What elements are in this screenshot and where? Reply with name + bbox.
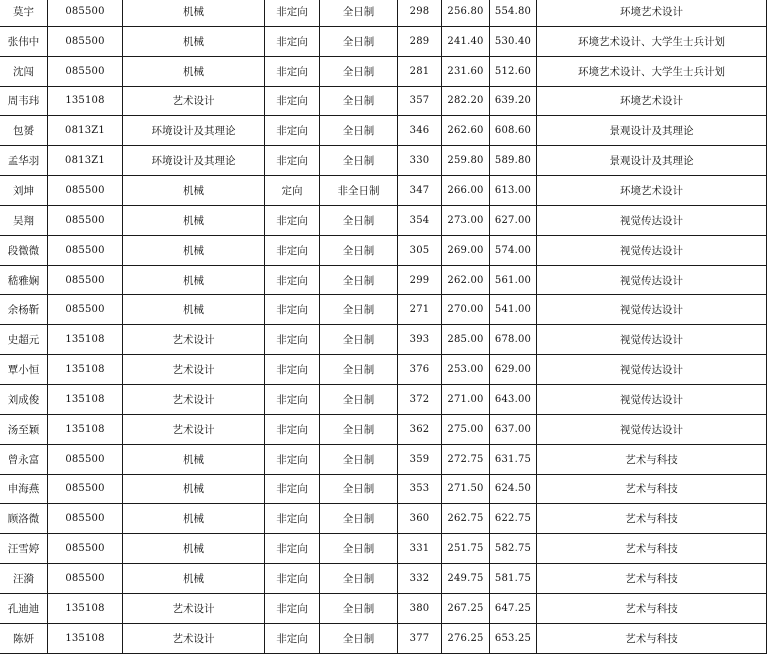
major-code-cell: 085500 <box>48 0 123 26</box>
retest-score-cell: 259.80 <box>442 146 490 176</box>
major-name-cell: 机械 <box>123 26 265 56</box>
initial-score-cell: 332 <box>398 564 442 594</box>
orientation-cell: 非定向 <box>265 444 320 474</box>
study-mode-cell: 全日制 <box>320 26 398 56</box>
study-mode-cell: 全日制 <box>320 414 398 444</box>
total-score-cell: 631.75 <box>490 444 537 474</box>
direction-cell: 环境艺术设计、大学生士兵计划 <box>537 56 767 86</box>
name-cell: 顾洛微 <box>0 504 48 534</box>
major-code-cell: 085500 <box>48 235 123 265</box>
orientation-cell: 非定向 <box>265 564 320 594</box>
initial-score-cell: 354 <box>398 205 442 235</box>
major-code-cell: 085500 <box>48 444 123 474</box>
table-row <box>0 564 767 594</box>
name-cell: 覃小恒 <box>0 355 48 385</box>
study-mode-cell: 全日制 <box>320 504 398 534</box>
total-score-cell: 624.50 <box>490 474 537 504</box>
total-score-cell: 608.60 <box>490 116 537 146</box>
table-row <box>0 534 767 564</box>
table-row <box>0 325 767 355</box>
initial-score-cell: 353 <box>398 474 442 504</box>
direction-cell: 视觉传达设计 <box>537 235 767 265</box>
orientation-cell: 非定向 <box>265 414 320 444</box>
retest-score-cell: 251.75 <box>442 534 490 564</box>
orientation-cell: 非定向 <box>265 534 320 564</box>
initial-score-cell: 330 <box>398 146 442 176</box>
orientation-cell: 定向 <box>265 176 320 206</box>
retest-score-cell: 271.50 <box>442 474 490 504</box>
major-name-cell: 艺术设计 <box>123 414 265 444</box>
major-name-cell: 机械 <box>123 235 265 265</box>
major-name-cell: 机械 <box>123 534 265 564</box>
retest-score-cell: 266.00 <box>442 176 490 206</box>
major-name-cell: 机械 <box>123 0 265 26</box>
study-mode-cell: 全日制 <box>320 0 398 26</box>
initial-score-cell: 359 <box>398 444 442 474</box>
total-score-cell: 561.00 <box>490 265 537 295</box>
major-code-cell: 135108 <box>48 623 123 653</box>
total-score-cell: 647.25 <box>490 593 537 623</box>
total-score-cell: 554.80 <box>490 0 537 26</box>
major-code-cell: 135108 <box>48 593 123 623</box>
name-cell: 曾永富 <box>0 444 48 474</box>
name-cell: 孟华羽 <box>0 146 48 176</box>
major-code-cell: 085500 <box>48 564 123 594</box>
name-cell: 孔迪迪 <box>0 593 48 623</box>
name-cell: 申海燕 <box>0 474 48 504</box>
direction-cell: 视觉传达设计 <box>537 205 767 235</box>
table-row <box>0 86 767 116</box>
major-name-cell: 机械 <box>123 295 265 325</box>
retest-score-cell: 276.25 <box>442 623 490 653</box>
study-mode-cell: 全日制 <box>320 265 398 295</box>
table-row <box>0 623 767 653</box>
name-cell: 张伟中 <box>0 26 48 56</box>
retest-score-cell: 273.00 <box>442 205 490 235</box>
initial-score-cell: 289 <box>398 26 442 56</box>
study-mode-cell: 全日制 <box>320 146 398 176</box>
name-cell: 段微微 <box>0 235 48 265</box>
table-row <box>0 0 767 26</box>
direction-cell: 视觉传达设计 <box>537 295 767 325</box>
direction-cell: 景观设计及其理论 <box>537 146 767 176</box>
direction-cell: 视觉传达设计 <box>537 355 767 385</box>
table-row <box>0 176 767 206</box>
major-name-cell: 机械 <box>123 504 265 534</box>
major-code-cell: 135108 <box>48 384 123 414</box>
initial-score-cell: 271 <box>398 295 442 325</box>
study-mode-cell: 全日制 <box>320 325 398 355</box>
major-name-cell: 机械 <box>123 444 265 474</box>
major-name-cell: 机械 <box>123 176 265 206</box>
orientation-cell: 非定向 <box>265 56 320 86</box>
name-cell: 陈妍 <box>0 623 48 653</box>
total-score-cell: 530.40 <box>490 26 537 56</box>
initial-score-cell: 377 <box>398 623 442 653</box>
study-mode-cell: 全日制 <box>320 295 398 325</box>
major-code-cell: 085500 <box>48 474 123 504</box>
table-row <box>0 414 767 444</box>
direction-cell: 景观设计及其理论 <box>537 116 767 146</box>
initial-score-cell: 362 <box>398 414 442 444</box>
retest-score-cell: 241.40 <box>442 26 490 56</box>
orientation-cell: 非定向 <box>265 384 320 414</box>
retest-score-cell: 282.20 <box>442 86 490 116</box>
major-name-cell: 环境设计及其理论 <box>123 116 265 146</box>
name-cell: 史超元 <box>0 325 48 355</box>
retest-score-cell: 275.00 <box>442 414 490 444</box>
table-row <box>0 265 767 295</box>
major-code-cell: 135108 <box>48 86 123 116</box>
name-cell: 吴翔 <box>0 205 48 235</box>
total-score-cell: 629.00 <box>490 355 537 385</box>
major-code-cell: 085500 <box>48 504 123 534</box>
orientation-cell: 非定向 <box>265 355 320 385</box>
retest-score-cell: 285.00 <box>442 325 490 355</box>
study-mode-cell: 全日制 <box>320 444 398 474</box>
major-name-cell: 环境设计及其理论 <box>123 146 265 176</box>
table-row <box>0 56 767 86</box>
table-row <box>0 384 767 414</box>
initial-score-cell: 347 <box>398 176 442 206</box>
total-score-cell: 627.00 <box>490 205 537 235</box>
retest-score-cell: 249.75 <box>442 564 490 594</box>
orientation-cell: 非定向 <box>265 504 320 534</box>
direction-cell: 环境艺术设计 <box>537 176 767 206</box>
orientation-cell: 非定向 <box>265 26 320 56</box>
initial-score-cell: 346 <box>398 116 442 146</box>
table-row <box>0 295 767 325</box>
initial-score-cell: 372 <box>398 384 442 414</box>
name-cell: 汪漪 <box>0 564 48 594</box>
total-score-cell: 589.80 <box>490 146 537 176</box>
name-cell: 周韦玮 <box>0 86 48 116</box>
major-code-cell: 135108 <box>48 355 123 385</box>
direction-cell: 视觉传达设计 <box>537 384 767 414</box>
total-score-cell: 512.60 <box>490 56 537 86</box>
retest-score-cell: 267.25 <box>442 593 490 623</box>
direction-cell: 艺术与科技 <box>537 534 767 564</box>
name-cell: 刘成俊 <box>0 384 48 414</box>
study-mode-cell: 全日制 <box>320 205 398 235</box>
total-score-cell: 574.00 <box>490 235 537 265</box>
major-name-cell: 艺术设计 <box>123 325 265 355</box>
major-name-cell: 艺术设计 <box>123 86 265 116</box>
major-code-cell: 085500 <box>48 534 123 564</box>
study-mode-cell: 全日制 <box>320 593 398 623</box>
direction-cell: 环境艺术设计 <box>537 86 767 116</box>
table-row <box>0 26 767 56</box>
initial-score-cell: 298 <box>398 0 442 26</box>
orientation-cell: 非定向 <box>265 0 320 26</box>
major-code-cell: 085500 <box>48 56 123 86</box>
total-score-cell: 639.20 <box>490 86 537 116</box>
major-code-cell: 085500 <box>48 26 123 56</box>
initial-score-cell: 357 <box>398 86 442 116</box>
orientation-cell: 非定向 <box>265 146 320 176</box>
orientation-cell: 非定向 <box>265 474 320 504</box>
total-score-cell: 678.00 <box>490 325 537 355</box>
direction-cell: 视觉传达设计 <box>537 325 767 355</box>
direction-cell: 艺术与科技 <box>537 623 767 653</box>
orientation-cell: 非定向 <box>265 623 320 653</box>
retest-score-cell: 269.00 <box>442 235 490 265</box>
retest-score-cell: 272.75 <box>442 444 490 474</box>
table-row <box>0 146 767 176</box>
name-cell: 汪雪婷 <box>0 534 48 564</box>
direction-cell: 视觉传达设计 <box>537 265 767 295</box>
major-name-cell: 艺术设计 <box>123 384 265 414</box>
orientation-cell: 非定向 <box>265 295 320 325</box>
initial-score-cell: 305 <box>398 235 442 265</box>
orientation-cell: 非定向 <box>265 205 320 235</box>
retest-score-cell: 231.60 <box>442 56 490 86</box>
major-name-cell: 艺术设计 <box>123 355 265 385</box>
major-name-cell: 机械 <box>123 474 265 504</box>
direction-cell: 环境艺术设计 <box>537 0 767 26</box>
total-score-cell: 622.75 <box>490 504 537 534</box>
total-score-cell: 541.00 <box>490 295 537 325</box>
retest-score-cell: 270.00 <box>442 295 490 325</box>
table-row <box>0 205 767 235</box>
retest-score-cell: 253.00 <box>442 355 490 385</box>
retest-score-cell: 262.75 <box>442 504 490 534</box>
table-row <box>0 474 767 504</box>
orientation-cell: 非定向 <box>265 265 320 295</box>
major-code-cell: 135108 <box>48 414 123 444</box>
initial-score-cell: 281 <box>398 56 442 86</box>
name-cell: 沈闯 <box>0 56 48 86</box>
major-name-cell: 艺术设计 <box>123 593 265 623</box>
study-mode-cell: 全日制 <box>320 355 398 385</box>
study-mode-cell: 全日制 <box>320 86 398 116</box>
total-score-cell: 653.25 <box>490 623 537 653</box>
name-cell: 汤至颖 <box>0 414 48 444</box>
study-mode-cell: 全日制 <box>320 623 398 653</box>
major-code-cell: 0813Z1 <box>48 146 123 176</box>
table-row <box>0 355 767 385</box>
name-cell: 嵇雅娴 <box>0 265 48 295</box>
name-cell: 刘坤 <box>0 176 48 206</box>
major-code-cell: 0813Z1 <box>48 116 123 146</box>
study-mode-cell: 全日制 <box>320 384 398 414</box>
initial-score-cell: 380 <box>398 593 442 623</box>
major-name-cell: 机械 <box>123 564 265 594</box>
name-cell: 莫宇 <box>0 0 48 26</box>
total-score-cell: 613.00 <box>490 176 537 206</box>
initial-score-cell: 360 <box>398 504 442 534</box>
study-mode-cell: 非全日制 <box>320 176 398 206</box>
direction-cell: 视觉传达设计 <box>537 414 767 444</box>
total-score-cell: 581.75 <box>490 564 537 594</box>
initial-score-cell: 393 <box>398 325 442 355</box>
total-score-cell: 643.00 <box>490 384 537 414</box>
initial-score-cell: 376 <box>398 355 442 385</box>
retest-score-cell: 256.80 <box>442 0 490 26</box>
direction-cell: 艺术与科技 <box>537 593 767 623</box>
major-name-cell: 艺术设计 <box>123 623 265 653</box>
major-name-cell: 机械 <box>123 265 265 295</box>
direction-cell: 艺术与科技 <box>537 564 767 594</box>
major-code-cell: 085500 <box>48 265 123 295</box>
name-cell: 包赟 <box>0 116 48 146</box>
direction-cell: 艺术与科技 <box>537 474 767 504</box>
direction-cell: 艺术与科技 <box>537 504 767 534</box>
orientation-cell: 非定向 <box>265 325 320 355</box>
orientation-cell: 非定向 <box>265 86 320 116</box>
total-score-cell: 582.75 <box>490 534 537 564</box>
table-row <box>0 444 767 474</box>
major-code-cell: 135108 <box>48 325 123 355</box>
study-mode-cell: 全日制 <box>320 474 398 504</box>
study-mode-cell: 全日制 <box>320 56 398 86</box>
table-row <box>0 504 767 534</box>
study-mode-cell: 全日制 <box>320 564 398 594</box>
table-row <box>0 116 767 146</box>
major-name-cell: 机械 <box>123 205 265 235</box>
total-score-cell: 637.00 <box>490 414 537 444</box>
major-code-cell: 085500 <box>48 295 123 325</box>
retest-score-cell: 262.00 <box>442 265 490 295</box>
major-code-cell: 085500 <box>48 176 123 206</box>
study-mode-cell: 全日制 <box>320 116 398 146</box>
retest-score-cell: 262.60 <box>442 116 490 146</box>
orientation-cell: 非定向 <box>265 116 320 146</box>
major-code-cell: 085500 <box>48 205 123 235</box>
table-row <box>0 593 767 623</box>
initial-score-cell: 299 <box>398 265 442 295</box>
direction-cell: 环境艺术设计、大学生士兵计划 <box>537 26 767 56</box>
major-name-cell: 机械 <box>123 56 265 86</box>
initial-score-cell: 331 <box>398 534 442 564</box>
retest-score-cell: 271.00 <box>442 384 490 414</box>
orientation-cell: 非定向 <box>265 235 320 265</box>
orientation-cell: 非定向 <box>265 593 320 623</box>
name-cell: 余杨靳 <box>0 295 48 325</box>
table-row <box>0 235 767 265</box>
study-mode-cell: 全日制 <box>320 235 398 265</box>
direction-cell: 艺术与科技 <box>537 444 767 474</box>
study-mode-cell: 全日制 <box>320 534 398 564</box>
